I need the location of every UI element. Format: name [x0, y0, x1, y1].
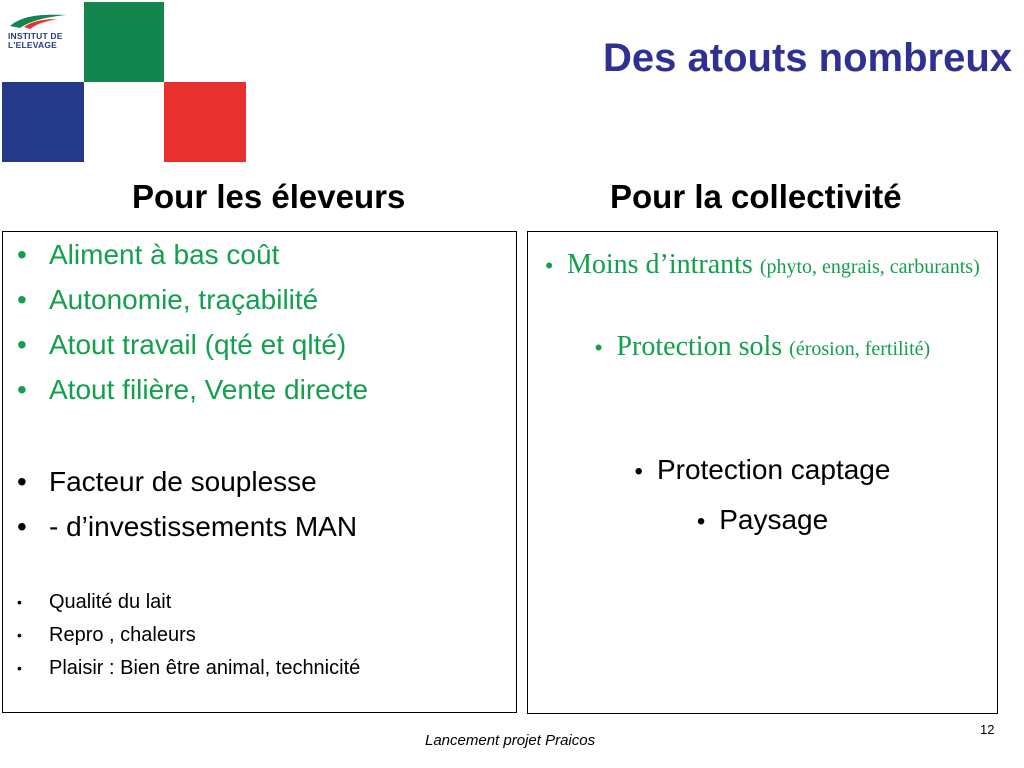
- bullet-icon: •: [17, 660, 22, 676]
- bullet-icon: •: [696, 508, 706, 535]
- bullet-icon: •: [17, 239, 27, 270]
- bullet-icon: •: [17, 511, 27, 542]
- decor-square-red: [164, 82, 246, 162]
- page-number: 12: [980, 722, 995, 737]
- slide-footer: Lancement projet Praicos: [425, 732, 596, 749]
- bullet-icon: •: [634, 458, 643, 485]
- list-item: • Protection captage: [528, 450, 997, 492]
- right-content-box: [527, 231, 998, 714]
- left-content-box: [2, 231, 517, 713]
- bullet-icon: •: [17, 374, 27, 405]
- list-item: • Autonomie, traçabilité: [3, 277, 318, 322]
- bullet-icon: •: [17, 627, 22, 643]
- list-item: • Atout travail (qté et qlté): [3, 322, 346, 367]
- institut-elevage-logo: [8, 12, 76, 50]
- bullet-icon: •: [17, 466, 27, 497]
- list-item: • Aliment à bas coût: [3, 232, 279, 277]
- slide-title: Des atouts nombreux: [603, 36, 1012, 80]
- list-item: • Plaisir : Bien être animal, technicité: [3, 651, 360, 685]
- logo-text: INSTITUT DE L'ELEVAGE: [8, 31, 63, 50]
- right-column-heading: Pour la collectivité: [610, 178, 902, 215]
- list-item: • Atout filière, Vente directe: [3, 367, 368, 412]
- logo-swoosh-icon: [8, 12, 68, 30]
- bullet-icon: •: [545, 253, 553, 278]
- bullet-icon: •: [17, 329, 27, 360]
- bullet-icon: •: [17, 594, 22, 610]
- left-column-heading: Pour les éleveurs: [132, 178, 406, 215]
- list-item: • Moins d’intrants (phyto, engrais, carburants): [528, 248, 997, 284]
- list-item: • Facteur de souplesse: [3, 459, 317, 504]
- bullet-icon: •: [17, 284, 27, 315]
- list-item: • - d’investissements MAN: [3, 504, 357, 549]
- decor-square-green: [84, 2, 164, 82]
- list-item: • Repro , chaleurs: [3, 618, 196, 652]
- list-item: • Qualité du lait: [3, 585, 171, 619]
- list-item: • Paysage: [528, 500, 997, 542]
- bullet-icon: •: [594, 335, 603, 360]
- decor-square-blue: [2, 82, 84, 162]
- list-item: • Protection sols (érosion, fertilité): [528, 330, 997, 366]
